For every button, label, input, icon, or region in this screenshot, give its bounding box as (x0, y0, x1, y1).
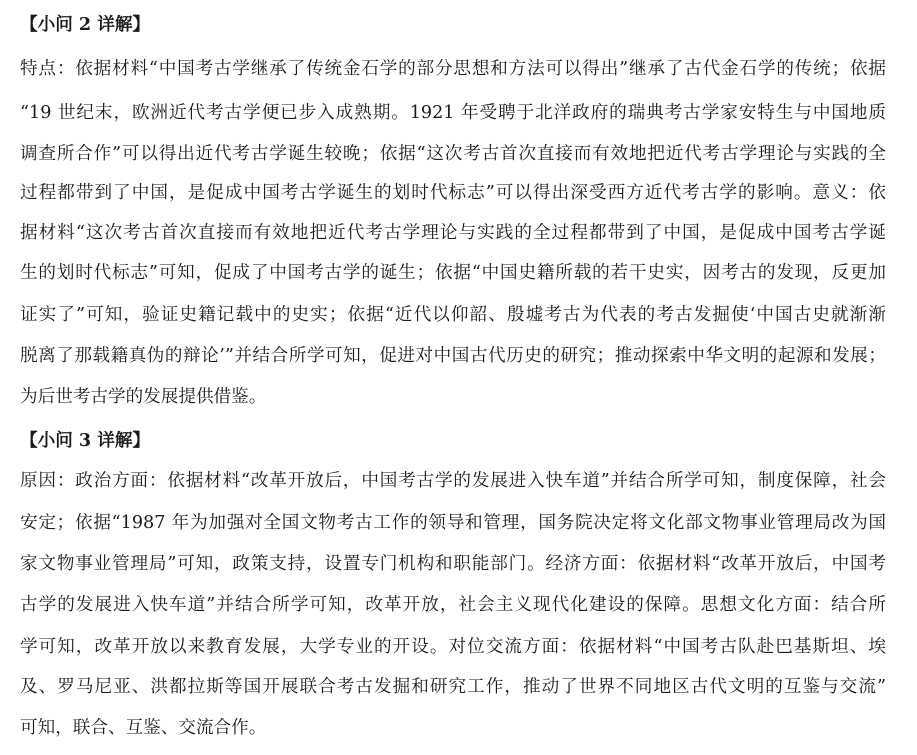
paragraph-line: 证实了”可知，验证史籍记载中的史实；依据“近代以仰韶、殷墟考古为代表的考古发掘使‘中国古史就渐渐 (20, 305, 886, 325)
paragraph-line: 为后世考古学的发展提供借鉴。 (20, 387, 267, 407)
paragraph-line: 特点：依据材料“中国考古学继承了传统金石学的部分思想和方法可以得出”继承了古代金石学的传统；依据 (20, 59, 886, 79)
paragraph-line: 及、罗马尼亚、洪都拉斯等国开展联合考古发掘和研究工作，推动了世界不同地区古代文明的互鉴与交流” (20, 677, 886, 697)
paragraph-line: 安定；依据“1987 年为加强对全国文物考古工作的领导和管理，国务院决定将文化部文物事业管理局改为国 (20, 513, 886, 533)
paragraph-line: 可知，联合、互鉴、交流合作。 (20, 718, 267, 738)
paragraph-line: “19 世纪末，欧洲近代考古学便已步入成熟期。1921 年受聘于北洋政府的瑞典考古学家安特生与中国地质 (20, 103, 886, 123)
paragraph-line: 学可知，改革开放以来教育发展，大学专业的开设。对位交流方面：依据材料“中国考古队赴巴基斯坦、埃 (20, 637, 886, 657)
paragraph-line: 调查所合作”可以得出近代考古学诞生较晚；依据“这次考古首次直接而有效地把近代考古学理论与实践的全 (20, 144, 886, 164)
section-heading-q2: 【小问 2 详解】 (20, 14, 151, 35)
paragraph-line: 家文物事业管理局”可知，政策支持，设置专门机构和职能部门。经济方面：依据材料“改革开放后，中国考 (20, 554, 886, 574)
paragraph-line: 生的划时代标志”可知，促成了中国考古学的诞生；依据“中国史籍所载的若干史实，因考古的发现，反更加 (20, 263, 886, 283)
paragraph-line: 古学的发展进入快车道”并结合所学可知，改革开放，社会主义现代化建设的保障。思想文化方面：结合所 (20, 595, 886, 615)
paragraph-line: 据材料“这次考古首次直接而有效地把近代考古学理论与实践的全过程都带到了中国，是促成中国考古学诞 (20, 223, 886, 243)
section-heading-q3: 【小问 3 详解】 (20, 430, 151, 451)
paragraph-line: 过程都带到了中国，是促成中国考古学诞生的划时代标志”可以得出深受西方近代考古学的影响。意义：依 (20, 183, 886, 203)
paragraph-line: 原因：政治方面：依据材料“改革开放后，中国考古学的发展进入快车道”并结合所学可知，制度保障，社会 (20, 471, 886, 491)
paragraph-line: 脱离了那载籍真伪的辩论’”并结合所学可知，促进对中国古代历史的研究；推动探索中华文明的起源和发展； (20, 346, 886, 366)
